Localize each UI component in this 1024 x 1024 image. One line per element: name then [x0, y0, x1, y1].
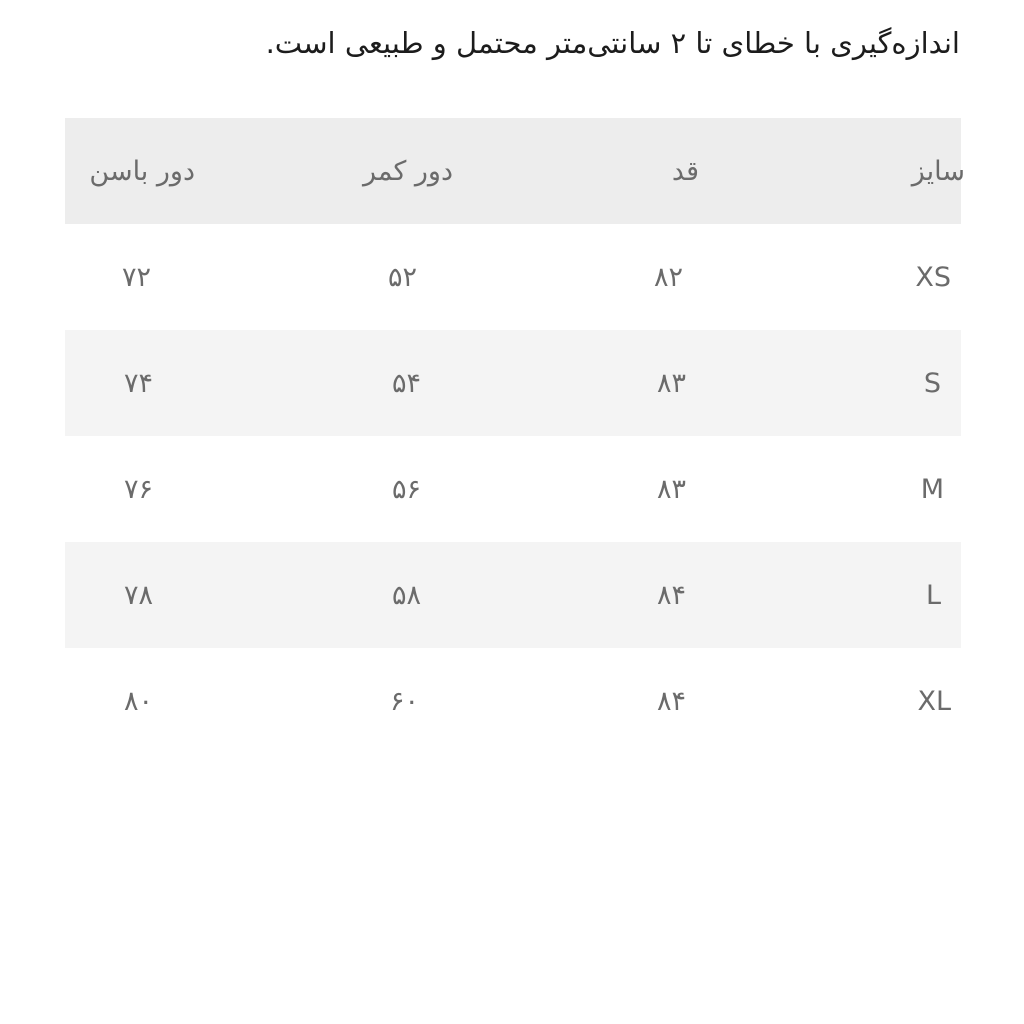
cell-hip: ۷۴	[123, 367, 153, 399]
cell-waist: ۵۴	[391, 367, 421, 399]
cell-hip: ۸۰	[123, 685, 153, 717]
cell-height: ۸۳	[656, 367, 686, 399]
table-row	[65, 330, 961, 436]
cell-height: ۸۳	[656, 473, 686, 505]
cell-waist: ۵۶	[391, 473, 421, 505]
cell-size: S	[923, 367, 941, 399]
cell-size: M	[920, 473, 944, 505]
header-height: قد	[671, 155, 699, 187]
cell-height: ۸۴	[656, 579, 686, 611]
table-row	[65, 542, 961, 648]
table-row	[65, 648, 961, 754]
size-chart-table	[65, 118, 965, 754]
cell-size: L	[925, 579, 941, 611]
table-row	[65, 224, 961, 330]
measurement-tolerance-note: اندازه‌گیری با خطای تا ۲ سانتی‌متر محتمل و طبیعی است.	[265, 26, 960, 60]
cell-hip: ۷۸	[123, 579, 153, 611]
header-hip: دور باسن	[89, 155, 195, 187]
header-waist: دور کمر	[362, 155, 453, 187]
header-size: سایز	[911, 155, 965, 187]
cell-height: ۸۴	[656, 685, 686, 717]
cell-size: XL	[917, 685, 951, 717]
table-header-row	[65, 118, 965, 224]
cell-size: XS	[915, 261, 951, 293]
cell-hip: ۷۲	[121, 261, 151, 293]
cell-waist: ۵۸	[391, 579, 421, 611]
cell-waist: ۶۰	[389, 685, 419, 717]
cell-height: ۸۲	[653, 261, 683, 293]
cell-hip: ۷۶	[123, 473, 153, 505]
table-row	[65, 436, 961, 542]
cell-waist: ۵۲	[387, 261, 417, 293]
